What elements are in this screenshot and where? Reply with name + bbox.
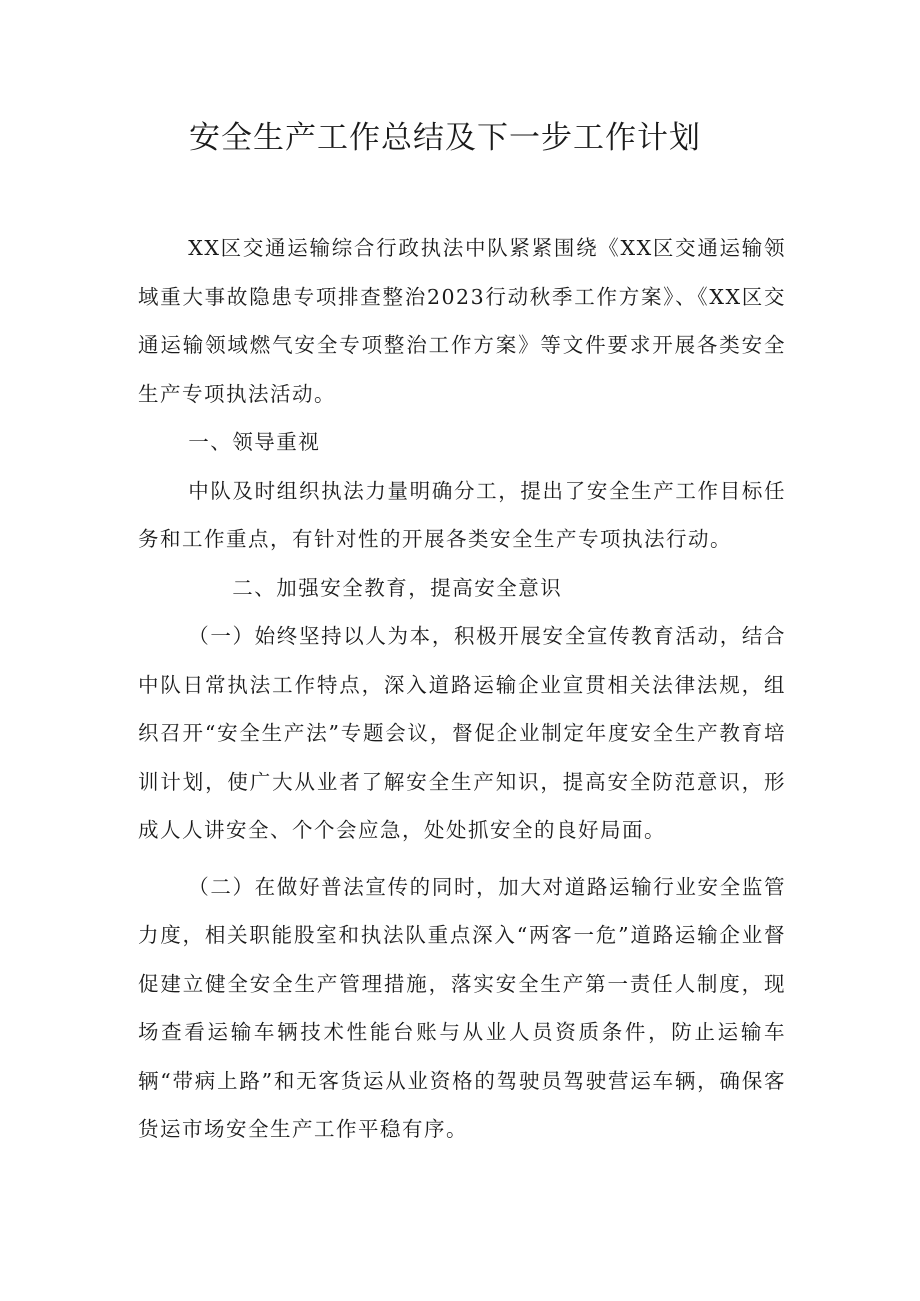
- document-body: [138, 224, 786, 1154]
- document-title: 安全生产工作总结及下一步工作计划: [189, 120, 701, 156]
- intro-paragraph: XX区交通运输综合行政执法中队紧紧围绕《XX区交通运输领域重大事故隐患专项排查整治2023行动秋季工作方案》、《XX区交通运输领域燃气安全专项整治工作方案》等文件要求开展各类安全生产专项执法活动。: [138, 236, 786, 406]
- section-2-item-2-paragraph: （二）在做好普法宣传的同时，加大对道路运输行业安全监管力度，相关职能股室和执法队重点深入“两客一危”道路运输企业督促建立健全安全生产管理措施，落实安全生产第一责任人制度，现场查看运输车辆技术性能台账与从业人员资质条件，防止运输车辆“带病上路”和无客货运从业资格的驾驶员驾驶营运车辆，确保客货运市场安全生产工作平稳有序。: [138, 874, 786, 1141]
- section-2-item-1-paragraph: （一）始终坚持以人为本，积极开展安全宣传教育活动，结合中队日常执法工作特点，深入道路运输企业宣贯相关法律法规，组织召开“安全生产法”专题会议，督促企业制定年度安全生产教育培训计划，使广大从业者了解安全生产知识，提高安全防范意识，形成人人讲安全、个个会应急，处处抓安全的良好局面。: [138, 624, 786, 842]
- section-heading-2: 二、加强安全教育，提高安全意识: [232, 575, 563, 600]
- section-heading-1: 一、领导重视: [188, 430, 321, 454]
- section-1-paragraph: 中队及时组织执法力量明确分工，提出了安全生产工作目标任务和工作重点，有针对性的开展各类安全生产专项执法行动。: [138, 478, 786, 551]
